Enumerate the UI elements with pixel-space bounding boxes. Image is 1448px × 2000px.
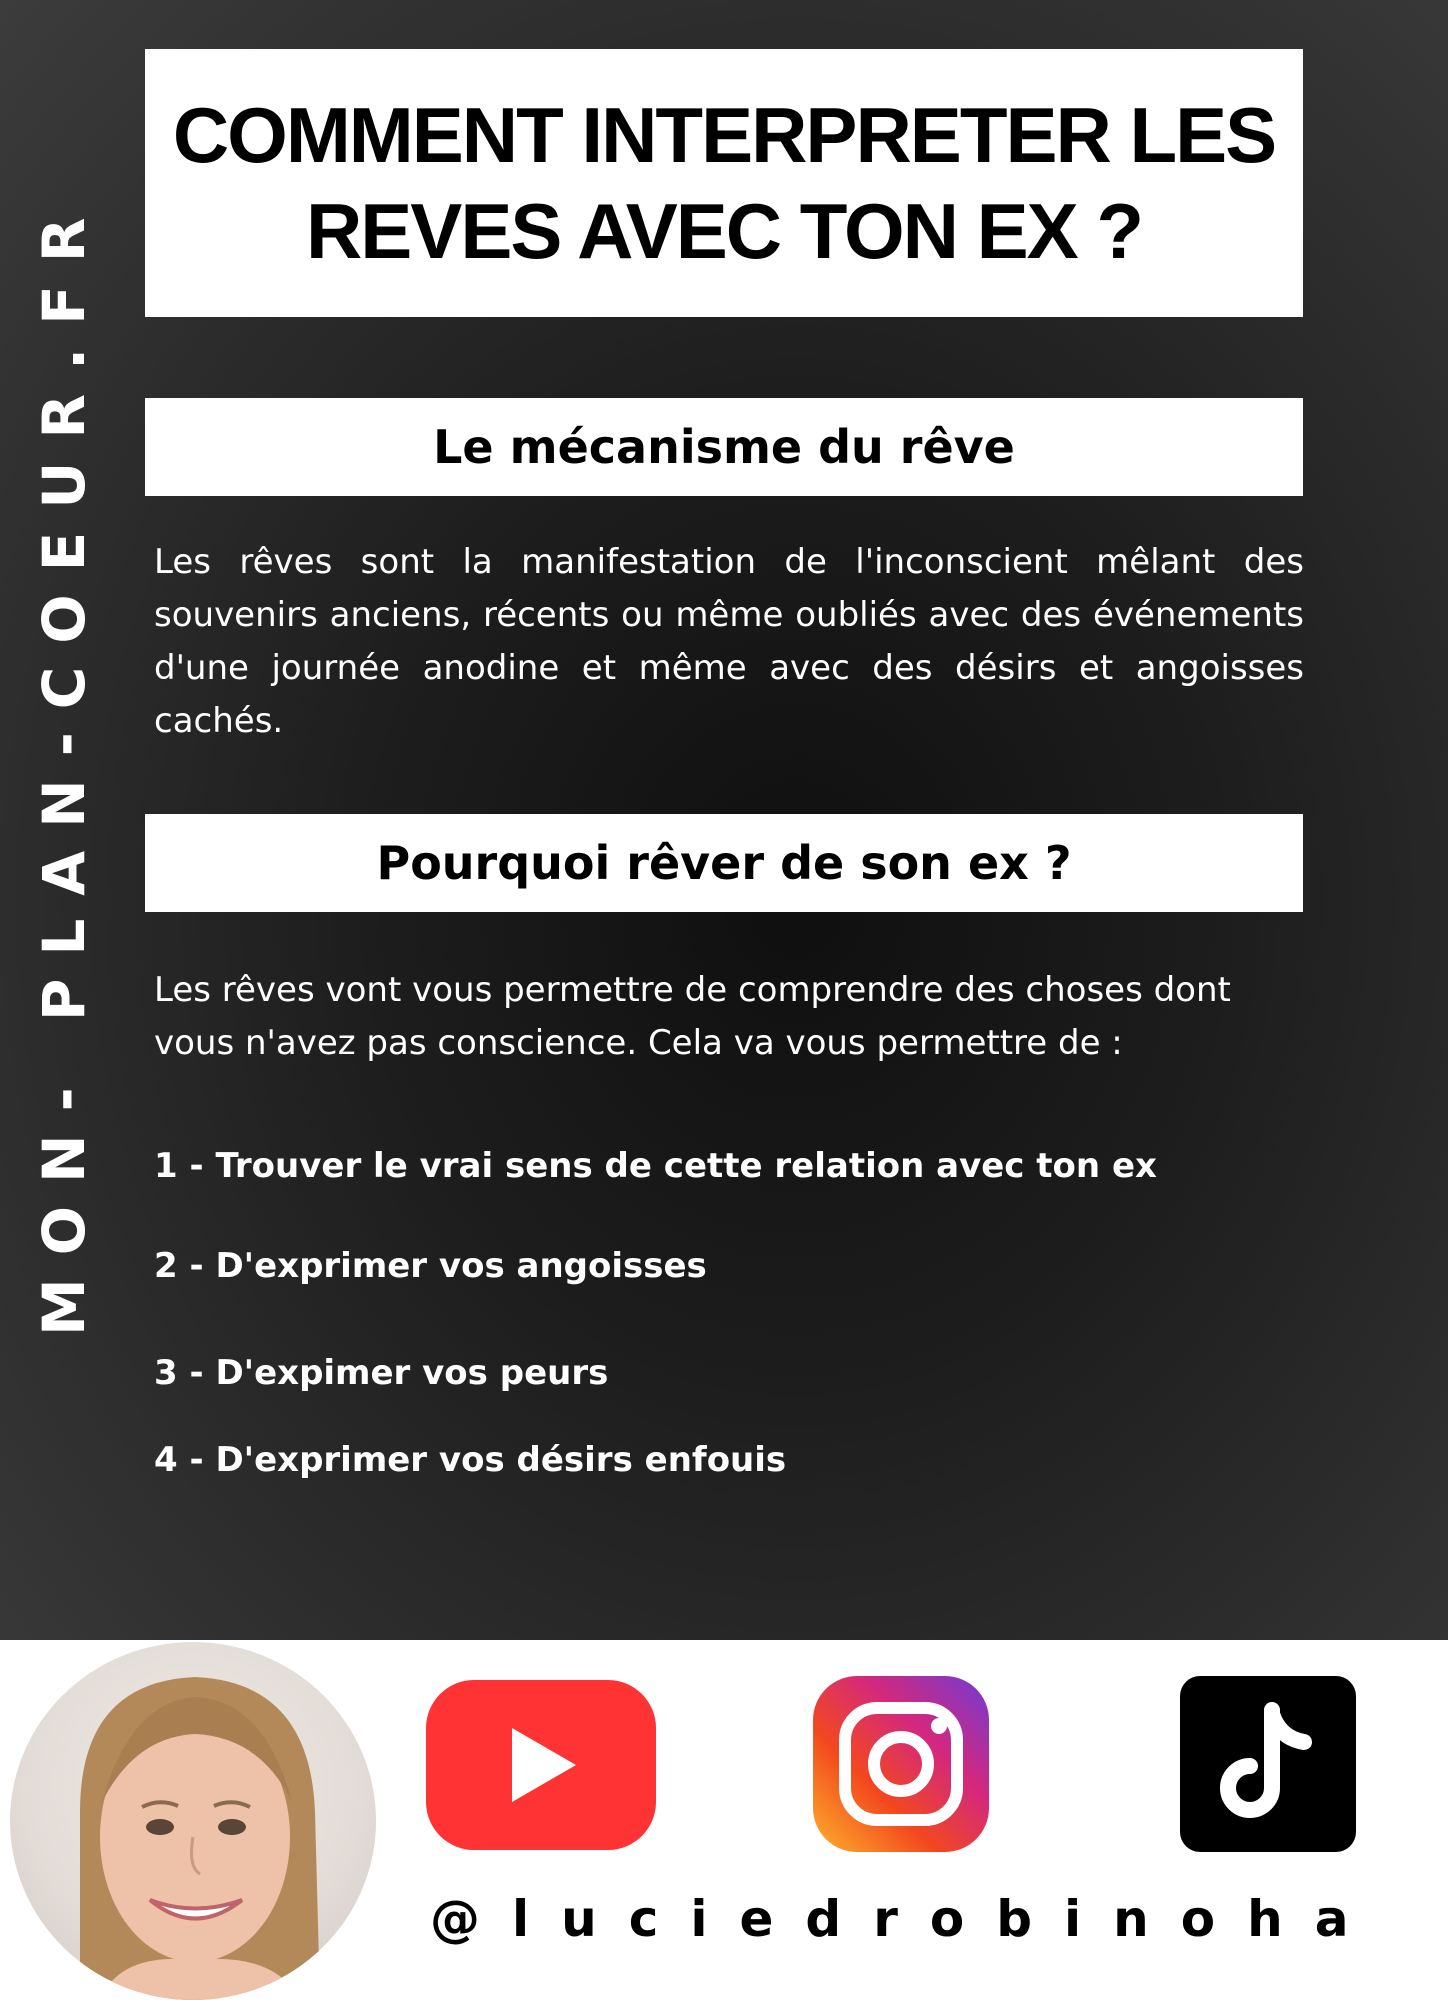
title-box — [145, 49, 1303, 317]
list-item-4: 4 - D'exprimer vos désirs enfouis — [154, 1440, 787, 1480]
instagram-icon[interactable] — [813, 1676, 989, 1856]
avatar — [10, 1642, 376, 2000]
section-heading-box-why — [145, 814, 1303, 912]
list-item-2: 2 - D'exprimer vos angoisses — [154, 1246, 707, 1286]
list-item-3: 3 - D'expimer vos peurs — [154, 1353, 609, 1393]
paragraph-why: Les rêves vont vous permettre de comprendre des choses dont vous n'avez pas conscience. Cela va vous permettre de : — [154, 970, 1231, 1063]
section-heading-mechanism: Le mécanisme du rêve — [433, 420, 1015, 474]
section-heading-why: Pourquoi rêver de son ex ? — [376, 836, 1072, 890]
paragraph-mechanism: Les rêves sont la manifestation de l'inconscient mêlant des souvenirs anciens, récents ou même oubliés avec des événements d'une journée anodine et même avec des désirs et angoisses cachés. — [154, 542, 1304, 741]
section-heading-box-mechanism — [145, 398, 1303, 496]
avatar-portrait — [10, 1642, 376, 2000]
youtube-icon[interactable] — [426, 1680, 656, 1854]
page-title: COMMENT INTERPRETER LES REVES AVEC TON EX ? — [172, 91, 1276, 275]
side-brand-text: MON- PLAN-COEUR.FR — [30, 194, 98, 1336]
list-item-1: 1 - Trouver le vrai sens de cette relation avec ton ex — [154, 1146, 1157, 1186]
social-handle[interactable]: @luciedrobinoha — [430, 1890, 1381, 1948]
tiktok-icon[interactable] — [1180, 1676, 1356, 1856]
